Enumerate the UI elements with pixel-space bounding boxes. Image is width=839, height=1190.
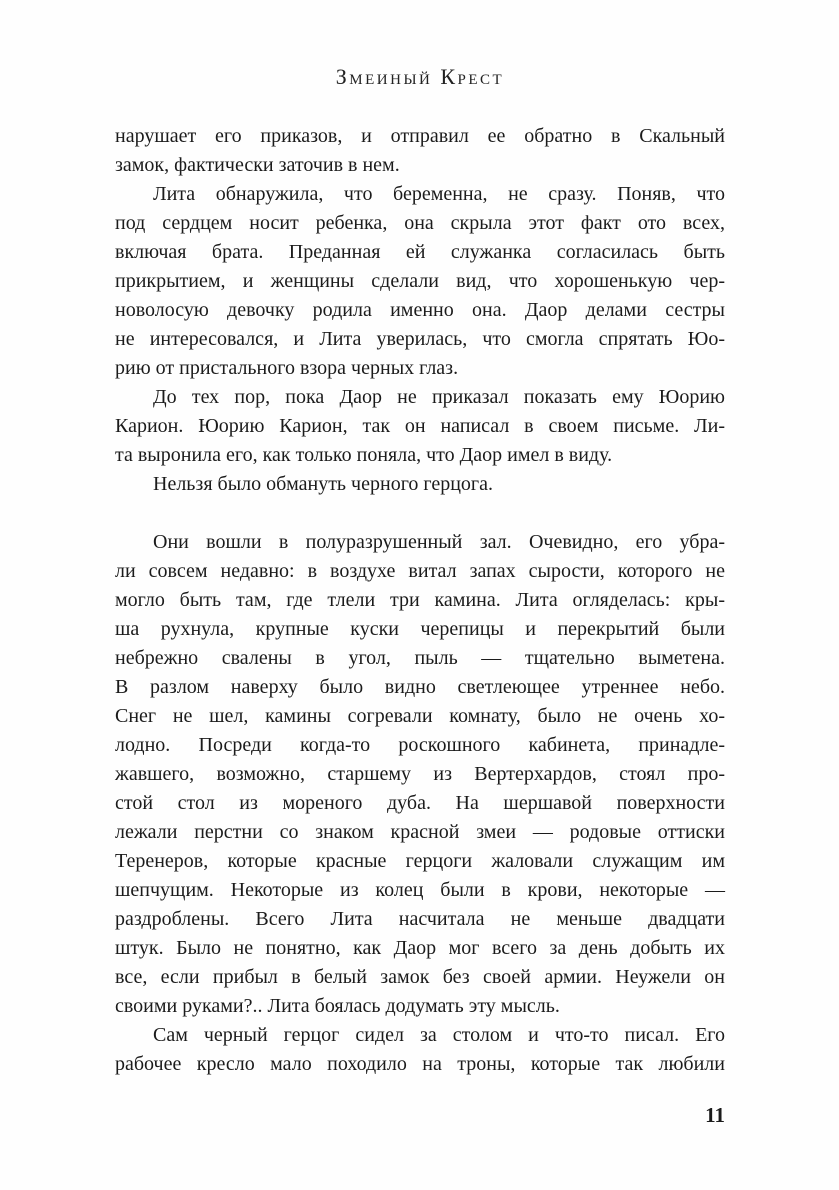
text-line: прикрытием, и женщины сделали вид, что хорошенькую чер-	[115, 270, 725, 292]
text-line: рабочее кресло мало походило на троны, которые так любили	[115, 1053, 725, 1075]
text-line: ли совсем недавно: в воздухе витал запах сырости, которого не	[115, 560, 725, 582]
text-line: стой стол из мореного дуба. На шершавой поверхности	[115, 792, 725, 814]
page-number: 11	[705, 1103, 725, 1127]
text-line: под сердцем носит ребенка, она скрыла этот факт ото всех,	[115, 212, 725, 234]
text-line: штук. Было не понятно, как Даор мог всего за день добыть их	[115, 937, 725, 959]
text-line: Лита обнаружила, что беременна, не сразу. Поняв, что	[153, 183, 725, 205]
text-line: ша рухнула, крупные куски черепицы и перекрытий были	[115, 618, 725, 640]
text-line: та выронила его, как только поняла, что Даор имел в виду.	[115, 444, 613, 466]
text-line: шепчущим. Некоторые из колец были в крови, некоторые —	[115, 879, 725, 901]
page-body	[115, 122, 725, 1079]
text-line: нарушает его приказов, и отправил ее обратно в Скальный	[115, 125, 725, 147]
text-line: Теренеров, которые красные герцоги жаловали служащим им	[115, 850, 725, 872]
text-line: новолосую девочку родила именно она. Даор делами сестры	[115, 299, 725, 321]
text-line: все, если прибыл в белый замок без своей армии. Неужели он	[115, 966, 725, 988]
text-line: Нельзя было обмануть черного герцога.	[153, 473, 493, 495]
text-line: До тех пор, пока Даор не приказал показать ему Юорию	[153, 386, 725, 408]
text-line: замок, фактически заточив в нем.	[115, 154, 400, 176]
text-line: не интересовался, и Лита уверилась, что смогла спрятать Юо-	[115, 328, 725, 350]
text-line: Карион. Юорию Карион, так он написал в своем письме. Ли-	[115, 415, 725, 437]
text-line: рию от пристального взора черных глаз.	[115, 357, 459, 379]
running-header: Змеиный Крест	[335, 64, 505, 89]
text-line: Снег не шел, камины согревали комнату, было не очень хо-	[115, 705, 725, 727]
text-line: Сам черный герцог сидел за столом и что-то писал. Его	[153, 1024, 725, 1046]
text-line: В разлом наверху было видно светлеющее утреннее небо.	[115, 676, 725, 698]
text-line: включая брата. Преданная ей служанка согласилась быть	[115, 241, 725, 263]
text-line: лодно. Посреди когда-то роскошного кабинета, принадле-	[115, 734, 725, 756]
text-line: небрежно свалены в угол, пыль — тщательно выметена.	[115, 647, 725, 669]
text-line: лежали перстни со знаком красной змеи — родовые оттиски	[115, 821, 725, 843]
text-line: жавшего, возможно, старшему из Вертерхардов, стоял про-	[115, 763, 725, 785]
text-line: своими руками?.. Лита боялась додумать эту мысль.	[115, 995, 560, 1017]
text-line: Они вошли в полуразрушенный зал. Очевидно, его убра-	[153, 531, 725, 553]
text-line: могло быть там, где тлели три камина. Лита огляделась: кры-	[115, 589, 725, 611]
text-line: раздроблены. Всего Лита насчитала не меньше двадцати	[115, 908, 725, 930]
